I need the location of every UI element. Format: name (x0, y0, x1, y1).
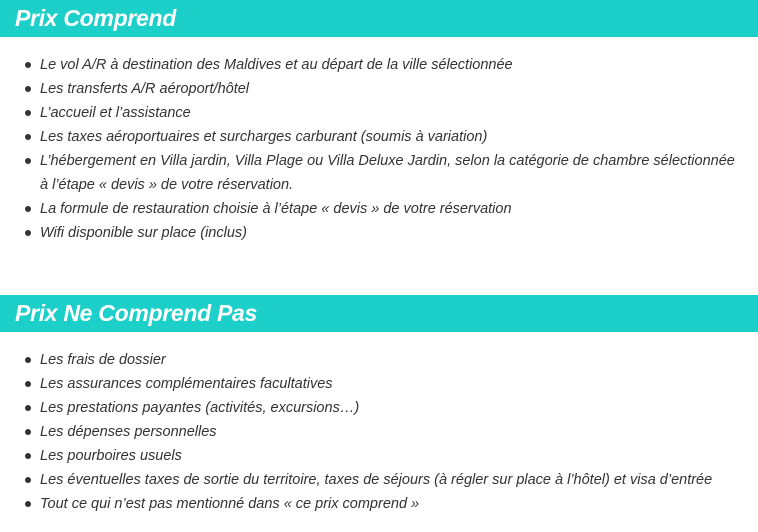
list-item-text: L’hébergement en Villa jardin, Villa Plage ou Villa Deluxe Jardin, selon la catégorie de chambre sélectionnée à l’étape « devis » de votre réservation. (40, 153, 735, 193)
price-includes-list (0, 37, 758, 245)
price-excludes-section (0, 295, 758, 516)
bullet-icon (25, 230, 31, 236)
list-item-text: Le vol A/R à destination des Maldives et au départ de la ville sélectionnée (40, 57, 513, 73)
bullet-icon (25, 477, 31, 483)
bullet-icon (25, 134, 31, 140)
list-item (0, 492, 758, 516)
list-item (0, 396, 758, 420)
bullet-icon (25, 357, 31, 363)
bullet-icon (25, 429, 31, 435)
bullet-icon (25, 453, 31, 459)
list-item (0, 197, 758, 221)
list-item (0, 221, 758, 245)
list-item (0, 53, 758, 77)
list-item-text: Les frais de dossier (40, 352, 166, 368)
list-item (0, 468, 758, 492)
list-item (0, 444, 758, 468)
list-item-text: Les taxes aéroportuaires et surcharges carburant (soumis à variation) (40, 129, 488, 145)
list-item-text: Les éventuelles taxes de sortie du territoire, taxes de séjours (à régler sur place à l’hôtel) et visa d’entrée (40, 472, 713, 488)
list-item (0, 125, 758, 149)
bullet-icon (25, 206, 31, 212)
list-item-text: Les pourboires usuels (40, 448, 182, 464)
price-excludes-list (0, 332, 758, 516)
list-item (0, 101, 758, 125)
price-includes-section (0, 0, 758, 245)
bullet-icon (25, 501, 31, 507)
bullet-icon (25, 405, 31, 411)
price-includes-title: Prix Comprend (15, 5, 176, 31)
price-includes-header (0, 0, 758, 37)
list-item (0, 372, 758, 396)
bullet-icon (25, 110, 31, 116)
list-item-text: L’accueil et l’assistance (40, 105, 191, 121)
price-excludes-header (0, 295, 758, 332)
list-item (0, 420, 758, 444)
list-item (0, 149, 758, 197)
list-item-text: Les prestations payantes (activités, excursions…) (40, 400, 360, 416)
list-item-text: Tout ce qui n’est pas mentionné dans « ce prix comprend » (40, 496, 420, 512)
price-excludes-title: Prix Ne Comprend Pas (15, 300, 257, 326)
list-item-text: Les transferts A/R aéroport/hôtel (40, 81, 250, 97)
list-item (0, 77, 758, 101)
list-item (0, 348, 758, 372)
list-item-text: Les dépenses personnelles (40, 424, 217, 440)
list-item-text: Les assurances complémentaires facultatives (40, 376, 333, 392)
bullet-icon (25, 86, 31, 92)
bullet-icon (25, 158, 31, 164)
bullet-icon (25, 62, 31, 68)
bullet-icon (25, 381, 31, 387)
list-item-text: Wifi disponible sur place (inclus) (40, 225, 247, 241)
list-item-text: La formule de restauration choisie à l’étape « devis » de votre réservation (40, 201, 512, 217)
